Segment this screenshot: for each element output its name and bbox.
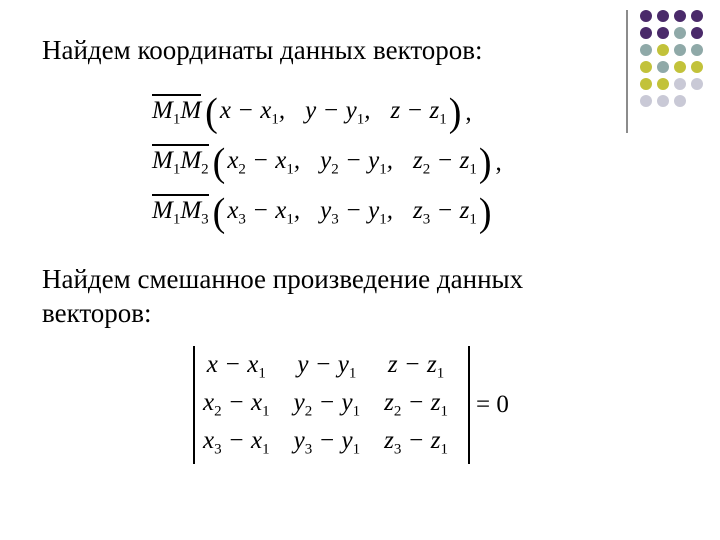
decorative-dot bbox=[691, 10, 703, 22]
decorative-dot bbox=[674, 10, 686, 22]
determinant-cell: $z - z_1$ bbox=[387, 351, 445, 382]
decorative-dot bbox=[674, 27, 686, 39]
decorative-dot bbox=[691, 61, 703, 73]
slide-heading-mixed-product: Найдем смешанное произведение данных векторов: bbox=[42, 264, 524, 328]
left-paren: ( bbox=[212, 140, 226, 186]
decorative-dot bbox=[657, 10, 669, 22]
decorative-dot bbox=[691, 44, 703, 56]
decorative-dot bbox=[691, 27, 703, 39]
determinant-row bbox=[201, 386, 460, 424]
decorative-dot bbox=[674, 95, 686, 107]
decorative-dot bbox=[657, 27, 669, 39]
decorative-dot bbox=[640, 10, 652, 22]
determinant-cell: $y_3 - y_1$ bbox=[293, 427, 361, 458]
vector-m1m2: $M_1M_2$ ( $x_2 - x_1$, $y_2 - y_1$, $z_2 - z_1$ ) , bbox=[152, 140, 502, 186]
right-paren: ) bbox=[478, 140, 492, 186]
decorative-dot bbox=[640, 44, 652, 56]
decorative-dot bbox=[691, 95, 703, 107]
right-paren: ) bbox=[448, 90, 462, 136]
determinant-cell: $y - y_1$ bbox=[297, 351, 357, 382]
vector-m1m3: $M_1M_3$ ( $x_3 - x_1$, $y_3 - y_1$, $z_3 - z_1$ ) bbox=[152, 190, 492, 236]
decorative-dot bbox=[674, 44, 686, 56]
determinant-cell: $x_3 - x_1$ bbox=[203, 427, 270, 458]
left-paren: ( bbox=[212, 190, 226, 236]
determinant-cell: $x_2 - x_1$ bbox=[203, 389, 270, 420]
determinant-cell: $z_3 - z_1$ bbox=[384, 427, 448, 458]
determinant-equation bbox=[193, 346, 509, 464]
decorative-dot bbox=[640, 27, 652, 39]
determinant-cell: $z_2 - z_1$ bbox=[384, 389, 448, 420]
decorative-dot bbox=[657, 78, 669, 90]
decorative-dot bbox=[640, 78, 652, 90]
decorative-dot bbox=[640, 95, 652, 107]
decorative-dot bbox=[691, 78, 703, 90]
decorative-dot bbox=[674, 78, 686, 90]
divider-line bbox=[626, 10, 628, 133]
determinant-cell: $y_2 - y_1$ bbox=[293, 389, 361, 420]
decorative-dot-grid bbox=[640, 10, 703, 107]
vector-m1m: $M_1M$ ( $x - x_1$, $y - y_1$, $z - z_1$ ) , bbox=[152, 90, 472, 136]
decorative-dot bbox=[640, 61, 652, 73]
decorative-dot bbox=[657, 61, 669, 73]
determinant-matrix bbox=[193, 346, 470, 464]
decorative-dot bbox=[674, 61, 686, 73]
left-paren: ( bbox=[205, 90, 218, 136]
slide-heading-coordinates: Найдем координаты данных векторов: bbox=[42, 35, 483, 65]
decorative-dot bbox=[657, 95, 669, 107]
right-paren: ) bbox=[478, 190, 492, 236]
determinant-cell: $x - x_1$ bbox=[206, 351, 266, 382]
vector-label: $M_1M_2$ bbox=[152, 147, 209, 178]
determinant-row bbox=[201, 424, 460, 462]
vector-equations bbox=[152, 88, 502, 238]
decorative-dot bbox=[657, 44, 669, 56]
vector-label: $M_1M$ bbox=[152, 97, 202, 128]
equals-zero: = 0 bbox=[476, 391, 509, 418]
determinant-row bbox=[201, 348, 460, 386]
vector-label: $M_1M_3$ bbox=[152, 197, 209, 228]
